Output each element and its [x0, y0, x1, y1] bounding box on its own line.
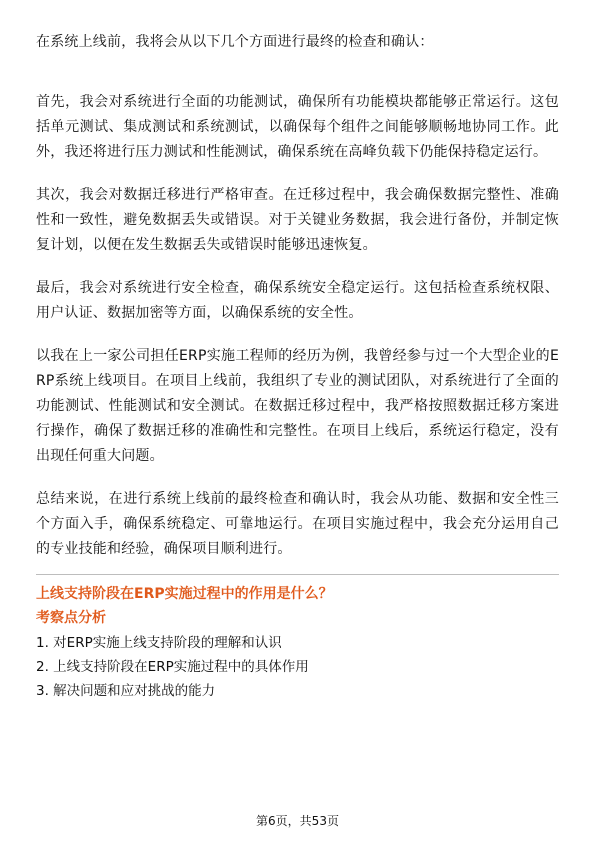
paragraph-functional-testing: 首先，我会对系统进行全面的功能测试，确保所有功能模块都能够正常运行。这包括单元测试、集成测试和系统测试，以确保每个组件之间能够顺畅地协同工作。此外，我还将进行压力测试和性能测试，确保系统在高峰负载下仍能保持稳定运行。 [36, 94, 559, 160]
analysis-points-list [36, 631, 559, 703]
analysis-point: 2. 上线支持阶段在ERP实施过程中的具体作用 [36, 659, 309, 675]
intro-paragraph: 在系统上线前，我将会从以下几个方面进行最终的检查和确认： [36, 34, 434, 50]
analysis-title: 考察点分析 [36, 610, 106, 626]
paragraph-security-check: 最后，我会对系统进行安全检查，确保系统安全稳定运行。这包括检查系统权限、用户认证、数据加密等方面，以确保系统的安全性。 [36, 280, 559, 321]
paragraph-data-migration: 其次，我会对数据迁移进行严格审查。在迁移过程中，我会确保数据完整性、准确性和一致性，避免数据丢失或错误。对于关键业务数据，我会进行备份，并制定恢复计划，以便在发生数据丢失或错误时能够迅速恢复。 [36, 187, 559, 253]
paragraph-experience-example: 以我在上一家公司担任ERP实施工程师的经历为例，我曾经参与过一个大型企业的ERP系统上线项目。在项目上线前，我组织了专业的测试团队，对系统进行了全面的功能测试、性能测试和安全测试。在数据迁移过程中，我严格按照数据迁移方案进行操作，确保了数据迁移的准确性和完整性。在项目上线后，系统运行稳定，没有出现任何重大问题。 [36, 348, 559, 464]
section-divider [36, 574, 559, 575]
analysis-point: 3. 解决问题和应对挑战的能力 [36, 683, 216, 699]
page-number-footer: 第6页，共53页 [256, 814, 339, 828]
analysis-point: 1. 对ERP实施上线支持阶段的理解和认识 [36, 635, 282, 651]
paragraph-summary: 总结来说，在进行系统上线前的最终检查和确认时，我会从功能、数据和安全性三个方面入手，确保系统稳定、可靠地运行。在项目实施过程中，我会充分运用自己的专业技能和经验，确保项目顺利进行。 [36, 491, 559, 557]
question-heading: 上线支持阶段在ERP实施过程中的作用是什么？ [36, 586, 333, 602]
